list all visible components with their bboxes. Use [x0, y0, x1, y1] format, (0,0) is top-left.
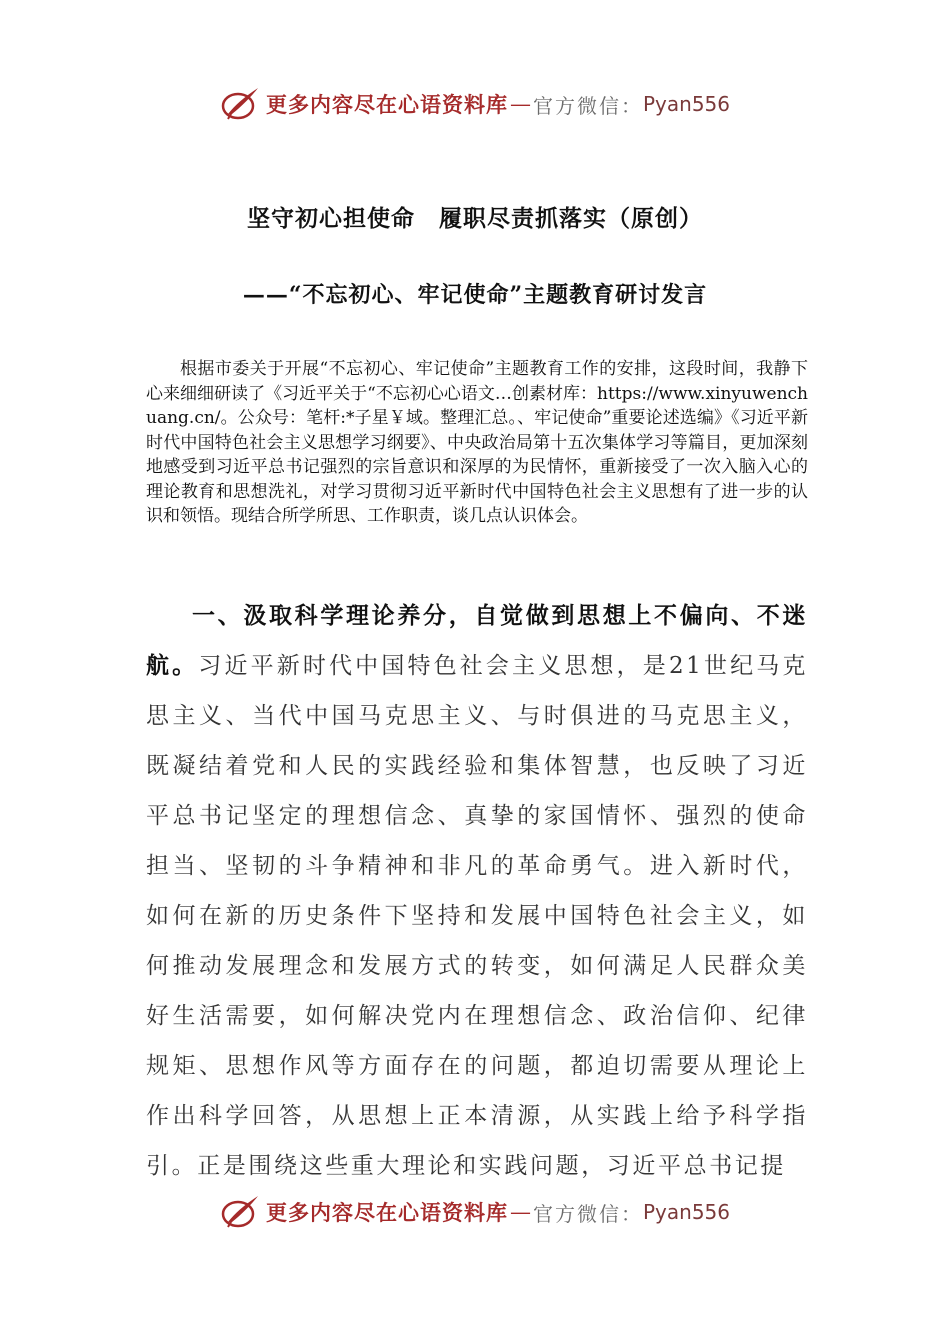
document-title: 坚守初心担使命 履职尽责抓落实（原创）	[247, 205, 703, 232]
document-subtitle: ——“不忘初心、牢记使命”主题教育研讨发言	[242, 282, 708, 308]
section-1-heading: 一、汲取科学理论养分，自觉做到思想上不偏向、不迷航。	[146, 602, 808, 679]
banner-wechat-label: 官方微信：	[532, 1201, 643, 1226]
banner-site-name: 更多内容尽在心语资料库	[265, 92, 508, 117]
banner-wechat-id: Pyan556	[642, 1200, 730, 1224]
banner-wechat-label: 官方微信：	[532, 93, 643, 118]
quill-logo-icon	[220, 1194, 260, 1230]
footer-banner	[0, 1192, 950, 1232]
header-banner	[0, 84, 950, 124]
banner-wechat-id: Pyan556	[642, 92, 730, 116]
section-1-body: 习近平新时代中国特色社会主义思想，是21世纪马克思主义、当代中国马克思主义、与时俱进的马克思主义，既凝结着党和人民的实践经验和集体智慧，也反映了习近平总书记坚定的理想信念、真挚的家国情怀、强烈的使命担当、坚韧的斗争精神和非凡的革命勇气。进入新时代，如何在新的历史条件下坚持和发展中国特色社会主义，如何推动发展理念和发展方式的转变，如何满足人民群众美好生活需要，如何解决党内在理想信念、政治信仰、纪律规矩、思想作风等方面存在的问题，都迫切需要从理论上作出科学回答，从思想上正本清源，从实践上给予科学指引。正是围绕这些重大理论和实践问题，习近平总书记提	[146, 653, 808, 1179]
section-1-paragraph	[146, 591, 808, 1191]
banner-site-name: 更多内容尽在心语资料库	[265, 1200, 508, 1225]
quill-logo-icon	[220, 86, 260, 122]
intro-paragraph: 根据市委关于开展“不忘初心、牢记使命”主题教育工作的安排，这段时间，我静下心来细细研读了《习近平关于“不忘初心心语文…创素材库：https://www.xinyuwenchuang.cn/。公众号：笔杆:*子星￥域。整理汇总。、牢记使命”重要论述选编》《习近平新时代中国特色社会主义思想学习纲要》、中央政治局第十五次集体学习等篇目，更加深刻地感受到习近平总书记强烈的宗旨意识和深厚的为民情怀，重新接受了一次入脑入心的理论教育和思想洗礼，对学习贯彻习近平新时代中国特色社会主义思想有了进一步的认识和领悟。现结合所学所思、工作职责，谈几点认识体会。	[146, 359, 808, 526]
banner-separator: —	[509, 92, 531, 116]
banner-separator: —	[509, 1200, 531, 1224]
